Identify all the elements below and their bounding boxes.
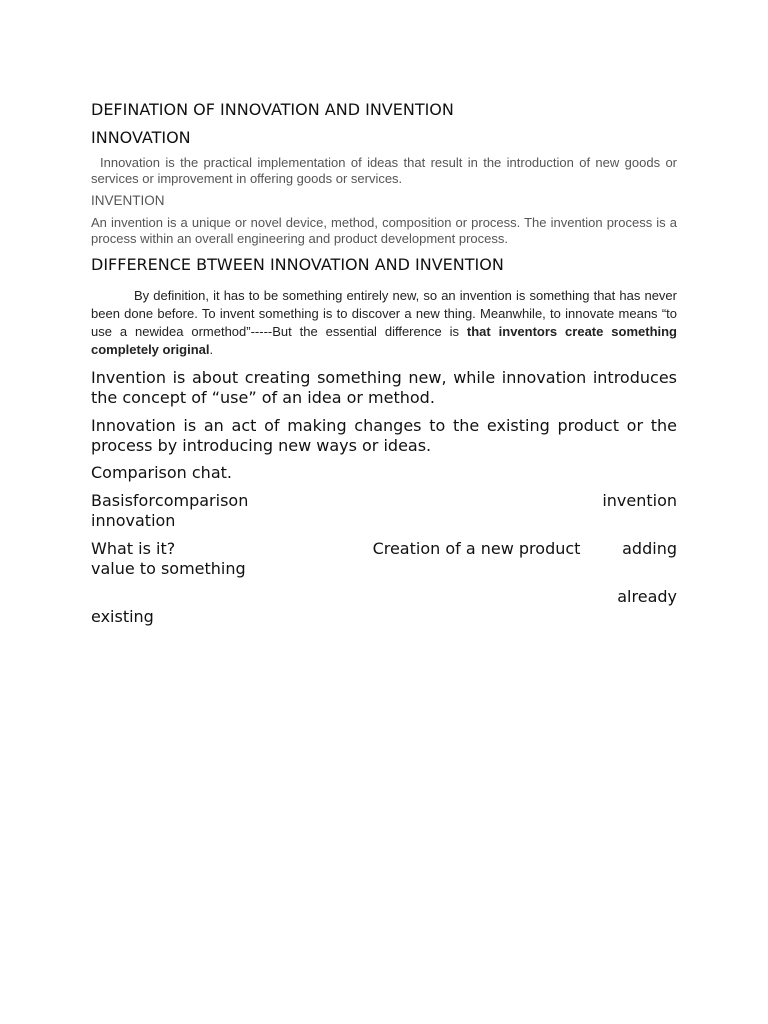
innovation-heading: INNOVATION bbox=[91, 128, 191, 147]
basis-col-invention: invention bbox=[602, 490, 677, 510]
what-innovation-4: existing bbox=[91, 606, 154, 626]
innovation-act-paragraph: Innovation is an act of making changes to the existing product or the process by introducing new ways or ideas. bbox=[91, 416, 677, 455]
invention-definition: An invention is a unique or novel device, method, composition or process. The invention process is a process within an overall engineering and product development process. bbox=[91, 215, 677, 246]
table-row-what-line bbox=[91, 539, 677, 559]
table-row-what-cont-line bbox=[91, 587, 677, 607]
invention-heading: INVENTION bbox=[91, 193, 165, 208]
basis-word-3: comparison bbox=[154, 490, 249, 510]
table-row-what-cont bbox=[91, 587, 677, 627]
invention-about-paragraph: Invention is about creating something new, while innovation introduces the concept of “use” of an idea or method. bbox=[91, 368, 677, 407]
what-invention: Creation of a new product bbox=[372, 538, 581, 558]
basis-col-innovation: innovation bbox=[91, 510, 176, 530]
what-innovation-2: value to something bbox=[91, 558, 246, 578]
basis-word-1: Basis bbox=[91, 490, 133, 510]
what-innovation-1: adding bbox=[622, 538, 677, 558]
what-label: What is it? bbox=[91, 538, 176, 558]
what-innovation-3: already bbox=[617, 586, 677, 606]
table-row-basis-line bbox=[91, 491, 677, 511]
comparison-label: Comparison chat. bbox=[91, 463, 232, 482]
difference-text-end: . bbox=[209, 342, 214, 357]
difference-bold-text: that inventors create something completely original bbox=[91, 324, 677, 357]
innovation-definition: Innovation is the practical implementation of ideas that result in the introduction of new goods or services or improvement in offering goods or services. bbox=[91, 155, 677, 186]
document-content bbox=[91, 99, 677, 627]
difference-text: By definition, it has to be something entirely new, so an invention is something that has never been done before. To invent something is to discover a new thing. Meanwhile, to innovate means “to use a newidea ormethod”-----But the essential difference is bbox=[91, 288, 677, 339]
table-row-basis bbox=[91, 491, 677, 531]
document-title: DEFINATION OF INNOVATION AND INVENTION bbox=[91, 100, 454, 119]
difference-heading: DIFFERENCE BTWEEN INNOVATION AND INVENTION bbox=[91, 255, 504, 274]
difference-paragraph bbox=[91, 287, 677, 359]
basis-word-2: for bbox=[132, 490, 155, 510]
table-row-what bbox=[91, 539, 677, 579]
